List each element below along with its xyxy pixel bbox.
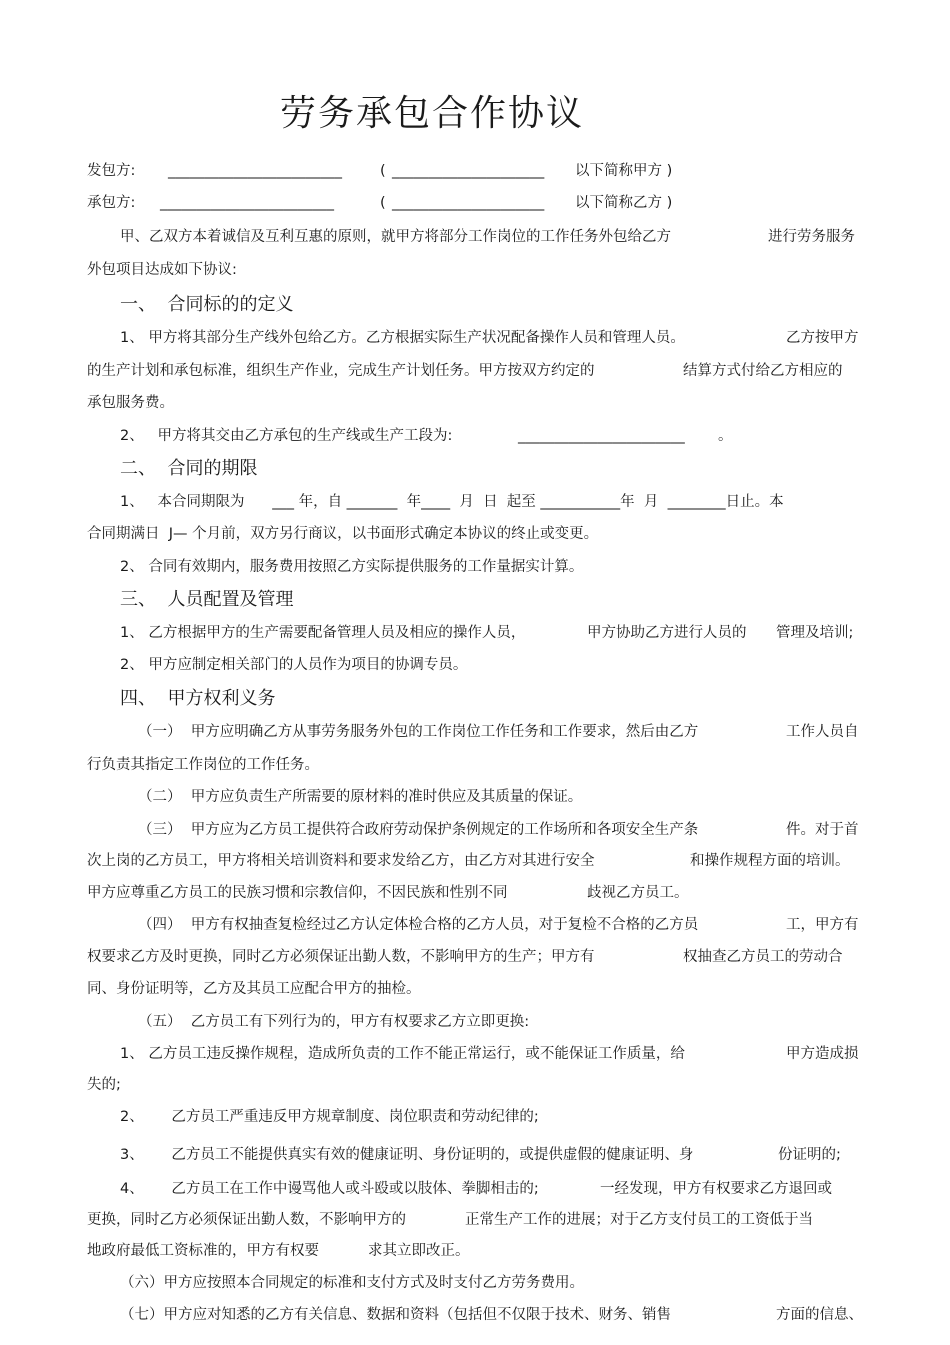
party-b-id-blank: _____________________ [392,195,545,211]
clause-line: （一） 甲方应明确乙方从事劳务服务外包的工作岗位工作任务和工作要求，然后由乙方 [138,724,699,740]
clause-line: 3、 乙方员工不能提供真实有效的健康证明、身份证明的，或提供虚假的健康证明、身 [120,1147,694,1163]
clause-line: 和操作规程方面的培训。 [690,853,850,869]
clause-line: 地政府最低工资标准的，甲方有权要 [87,1243,319,1259]
clause-line: 甲方协助乙方进行人员的 [587,625,747,641]
clause-line: 甲方造成损 [786,1046,859,1062]
blank-line: _______________________ [518,428,685,444]
preamble-line: 甲、乙双方本着诚信及互利互惠的原则，就甲方将部分工作岗位的工作任务外包给乙方 [120,229,671,245]
party-b-alias: 以下简称乙方 ) [575,195,673,211]
clause-line: 2、 甲方将其交由乙方承包的生产线或生产工段为: [120,428,453,444]
clause-line: 管理及培训; [776,625,854,641]
clause-line: 方面的信息、 [776,1307,863,1323]
clause-line: （四） 甲方有权抽查复检经过乙方认定体检合格的乙方人员，对于复检不合格的乙方员 [138,917,699,933]
clause-line: 1、 乙方根据甲方的生产需要配备管理人员及相应的操作人员， [120,625,526,641]
clause-line: 求其立即改正。 [368,1243,470,1259]
clause-line: 2、 甲方应制定相关部门的人员作为项目的协调专员。 [120,657,468,673]
clause-line: 。 [718,428,733,444]
clause-line: 权要求乙方及时更换，同时乙方必须保证出勤人数，不影响甲方的生产；甲方有 [87,949,595,965]
clause-line: 4、 乙方员工在工作中谩骂他人或斗殴或以肢体、拳脚相击的; [120,1181,539,1197]
party-b-name-blank: ________________________ [160,195,334,211]
clause-line: 2、 乙方员工严重违反甲方规章制度、岗位职责和劳动纪律的; [120,1109,539,1125]
section-heading: 一、 合同标的的定义 [120,294,294,315]
party-a-id-blank: _____________________ [392,163,545,179]
party-a-paren: ( [380,163,386,179]
clause-line: （五） 乙方员工有下列行为的，甲方有权要求乙方立即更换: [138,1014,530,1030]
clause-line: 1、 本合同期限为 ___ 年，自 _______ 年____ 月 日 起至 ___________年 月 ________日止。本 [120,494,784,510]
clause-line: 的生产计划和承包标准，组织生产作业，完成生产计划任务。甲方按双方约定的 [87,363,595,379]
clause-line: 件。对于首 [786,822,859,838]
party-b-label: 承包方: [87,195,136,211]
clause-line: 更换，同时乙方必须保证出勤人数，不影响甲方的 [87,1212,406,1228]
clause-line: 1、 甲方将其部分生产线外包给乙方。乙方根据实际生产状况配备操作人员和管理人员。 [120,330,685,346]
clause-line: 次上岗的乙方员工，甲方将相关培训资料和要求发给乙方，由乙方对其进行安全 [87,853,595,869]
clause-line: 行负责其指定工作岗位的工作任务。 [87,757,319,773]
party-a-name-blank: ________________________ [168,163,342,179]
clause-line: 一经发现，甲方有权要求乙方退回或 [600,1181,832,1197]
clause-line: 甲方应尊重乙方员工的民族习惯和宗教信仰，不因民族和性别不同 [87,885,508,901]
clause-line: 结算方式付给乙方相应的 [683,363,843,379]
document-title: 劳务承包合作协议 [280,93,585,134]
party-a-label: 发包方: [87,163,136,179]
preamble-line: 进行劳务服务 [768,229,855,245]
section-heading: 四、 甲方权利义务 [120,688,276,709]
clause-line: 工，甲方有 [786,917,859,933]
clause-line: 份证明的; [778,1147,841,1163]
clause-line: （三） 甲方应为乙方员工提供符合政府劳动保护条例规定的工作场所和各项安全生产条 [138,822,699,838]
clause-line: 正常生产工作的进展；对于乙方支付员工的工资低于当 [465,1212,813,1228]
clause-line: 失的; [87,1077,121,1093]
section-heading: 二、 合同的期限 [120,458,258,479]
clause-line: 同、身份证明等，乙方及其员工应配合甲方的抽检。 [87,981,421,997]
party-a-alias: 以下简称甲方 ) [575,163,673,179]
clause-line: 乙方按甲方 [786,330,859,346]
clause-line: 1、 乙方员工违反操作规程，造成所负责的工作不能正常运行，或不能保证工作质量，给 [120,1046,685,1062]
clause-line: 歧视乙方员工。 [587,885,689,901]
clause-line: （七）甲方应对知悉的乙方有关信息、数据和资料（包括但不仅限于技术、财务、销售 [120,1307,671,1323]
preamble-line: 外包项目达成如下协议: [87,262,237,278]
clause-line: 合同期满日 J— 个月前，双方另行商议，以书面形式确定本协议的终止或变更。 [87,526,599,542]
section-heading: 三、 人员配置及管理 [120,589,294,610]
clause-line: 承包服务费。 [87,395,174,411]
clause-line: 工作人员自 [786,724,859,740]
clause-line: 权抽查乙方员工的劳动合 [683,949,843,965]
clause-line: （二） 甲方应负责生产所需要的原材料的准时供应及其质量的保证。 [138,789,583,805]
clause-line: 2、 合同有效期内，服务费用按照乙方实际提供服务的工作量据实计算。 [120,559,584,575]
party-b-paren: ( [380,195,386,211]
clause-line: （六）甲方应按照本合同规定的标准和支付方式及时支付乙方劳务费用。 [120,1275,584,1291]
